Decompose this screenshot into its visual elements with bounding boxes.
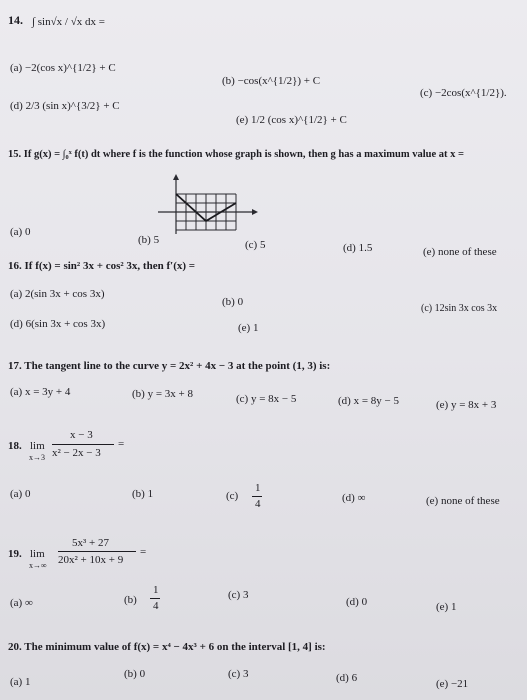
q18-numerator: x − 3: [70, 429, 93, 441]
q14-option-a: (a) −2(cos x)^{1/2} + C: [10, 62, 116, 74]
q14-option-c: (c) −2cos(x^{1/2}).: [420, 87, 507, 99]
y-axis-arrow: [173, 174, 179, 180]
q17-option-a: (a) x = 3y + 4: [10, 386, 71, 398]
q15-question: 15. If g(x) = ∫₀ˣ f(t) dt where f is the function whose graph is shown, then g has a maximum value at x =: [8, 149, 464, 160]
q20-option-d: (d) 6: [336, 672, 358, 684]
q19-option-b-denominator: 4: [153, 600, 159, 612]
q18-option-c-bar: [252, 496, 262, 497]
q18-option-c-denominator: 4: [255, 498, 261, 510]
q20-question: 20. The minimum value of f(x) = x⁴ − 4x³ + 6 on the interval [1, 4] is:: [8, 641, 326, 653]
q18-lim: lim: [30, 440, 45, 452]
q19-equals: =: [140, 546, 147, 558]
q19-lim: lim: [30, 548, 45, 560]
q14-number: 14.: [8, 13, 23, 27]
q18-option-e: (e) none of these: [426, 495, 500, 507]
q18-lim-subscript: x→3: [29, 453, 45, 462]
q19-option-c: (c) 3: [228, 589, 249, 601]
q17-option-e: (e) y = 8x + 3: [436, 399, 497, 411]
q18-option-c-numerator: 1: [255, 482, 261, 494]
q15-option-c: (c) 5: [245, 239, 266, 251]
q17-question: 17. The tangent line to the curve y = 2x² + 4x − 3 at the point (1, 3) is:: [8, 360, 331, 372]
q19-number: 19.: [8, 548, 22, 560]
q17-option-c: (c) y = 8x − 5: [236, 393, 297, 405]
q18-denominator: x² − 2x − 3: [52, 447, 101, 459]
q19-option-d: (d) 0: [346, 596, 368, 608]
q19-option-b-bar: [150, 598, 160, 599]
q18-option-a: (a) 0: [10, 488, 31, 500]
q18-option-d: (d) ∞: [342, 492, 366, 504]
q17-option-b: (b) y = 3x + 8: [132, 388, 193, 400]
q18-equals: =: [118, 438, 125, 450]
q14-option-d: (d) 2/3 (sin x)^{3/2} + C: [10, 100, 120, 112]
q18-option-b: (b) 1: [132, 488, 154, 500]
q16-option-c: (c) 12sin 3x cos 3x: [421, 303, 498, 314]
x-axis-arrow: [252, 209, 258, 215]
q20-option-a: (a) 1: [10, 676, 31, 688]
q20-option-e: (e) −21: [436, 678, 469, 690]
q18-number: 18.: [8, 440, 22, 452]
q20-option-b: (b) 0: [124, 668, 146, 680]
q16-option-a: (a) 2(sin 3x + cos 3x): [10, 288, 105, 300]
q14-option-b: (b) −cos(x^{1/2}) + C: [222, 75, 321, 87]
q19-option-e: (e) 1: [436, 601, 457, 613]
q19-option-b-label: (b): [124, 594, 137, 606]
q15-option-e: (e) none of these: [423, 246, 497, 258]
q17-option-d: (d) x = 8y − 5: [338, 395, 399, 407]
q15-option-d: (d) 1.5: [343, 242, 373, 254]
q16-question: 16. If f(x) = sin² 3x + cos² 3x, then f′(x) =: [8, 260, 196, 272]
q19-denominator: 20x² + 10x + 9: [58, 554, 124, 566]
q16-option-b: (b) 0: [222, 296, 244, 308]
q19-numerator: 5x³ + 27: [72, 537, 110, 549]
q19-fraction-bar: [58, 551, 136, 552]
q15-option-a: (a) 0: [10, 226, 31, 238]
q16-option-e: (e) 1: [238, 322, 259, 334]
q16-option-d: (d) 6(sin 3x + cos 3x): [10, 318, 106, 330]
q14-option-e: (e) 1/2 (cos x)^{1/2} + C: [236, 114, 347, 126]
q19-option-b-numerator: 1: [153, 584, 159, 596]
q18-fraction-bar: [52, 444, 114, 445]
q19-lim-subscript: x→∞: [29, 561, 47, 570]
q18-option-c-label: (c): [226, 490, 239, 502]
function-graph: [150, 174, 260, 236]
q19-option-a: (a) ∞: [10, 597, 33, 609]
q15-option-b: (b) 5: [138, 234, 160, 246]
q14-integral: ∫ sin√x / √x dx =: [32, 16, 105, 28]
q20-option-c: (c) 3: [228, 668, 249, 680]
